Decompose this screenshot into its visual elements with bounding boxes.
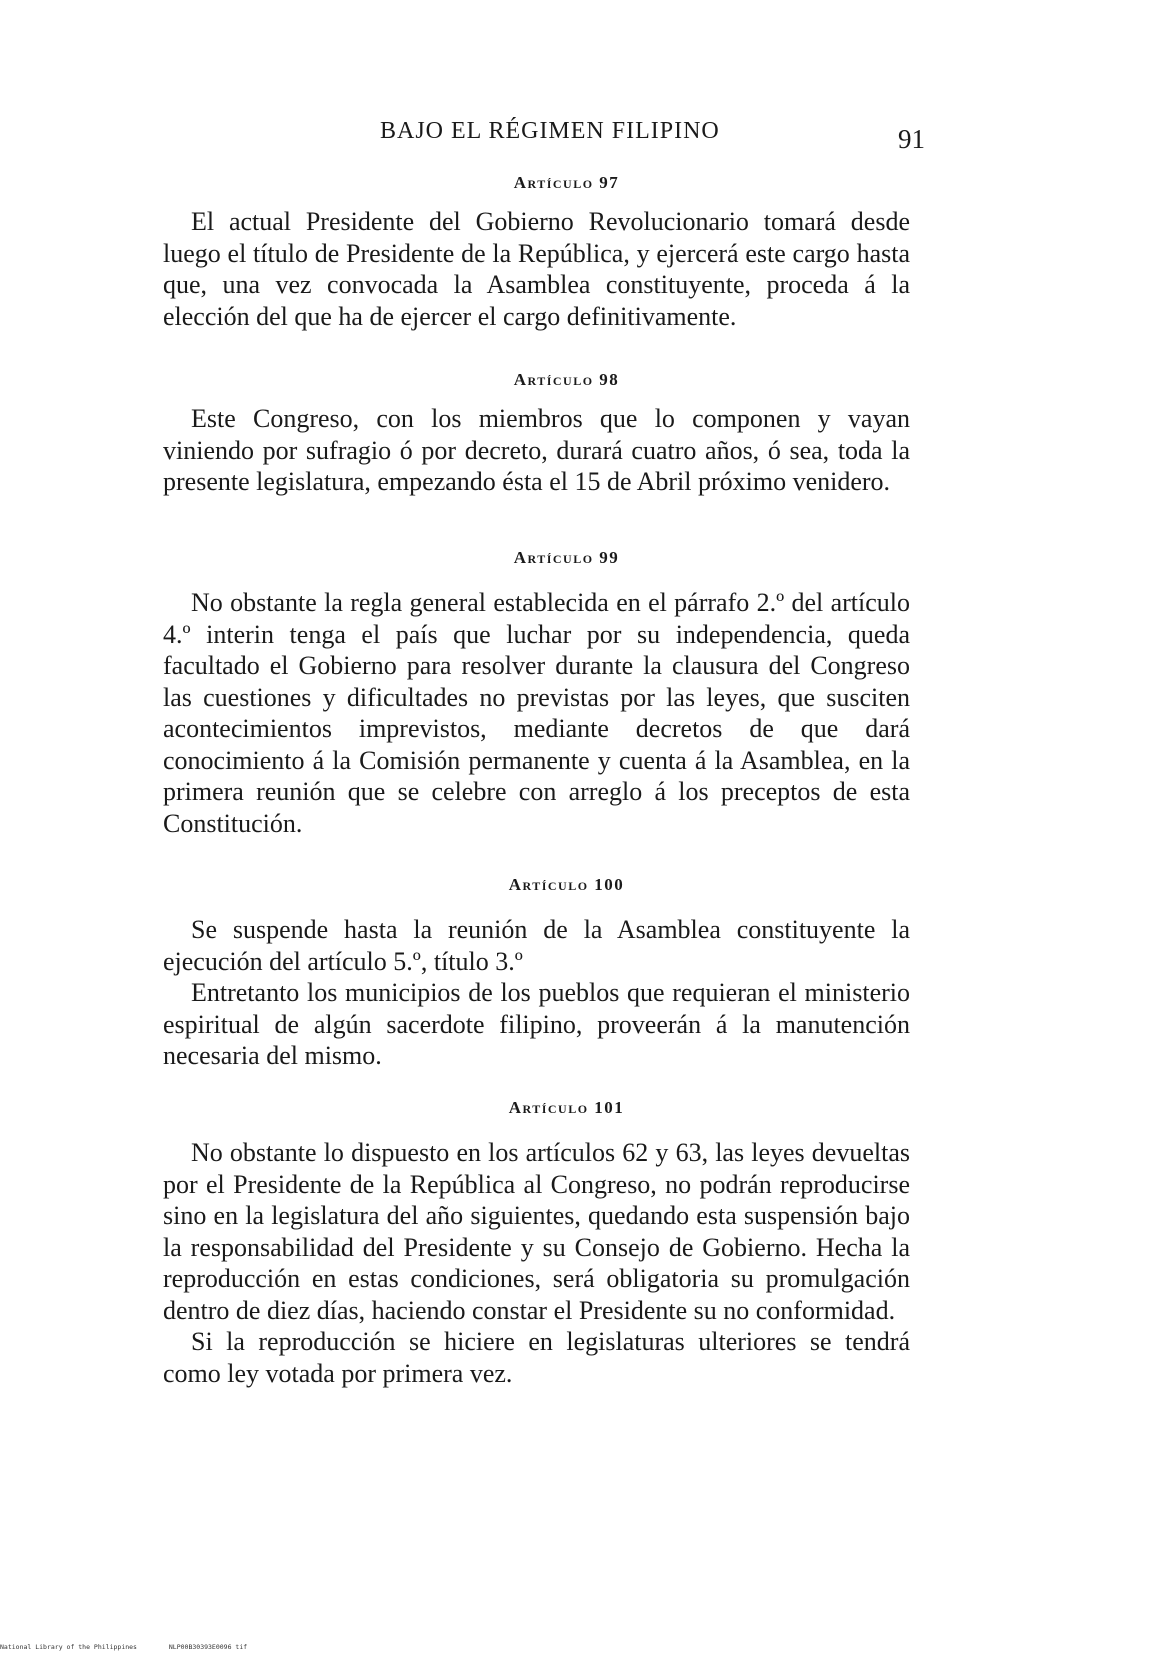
article-heading: Artículo 98 xyxy=(513,370,620,389)
scan-footer xyxy=(0,1643,275,1651)
article-101 xyxy=(163,1098,910,1389)
article-heading: Artículo 101 xyxy=(508,1098,625,1117)
article-97 xyxy=(163,173,910,332)
footer-code: NLP00B30393E0096 tif xyxy=(168,1643,248,1651)
footer-library: National Library of the Philippines xyxy=(0,1643,137,1651)
article-paragraph: El actual Presidente del Gobierno Revolucionario tomará desde luego el título de Presidente de la República, y ejercerá este cargo hasta que, una vez convocada la Asamblea constituyente, proceda á la elección del que ha de ejercer el cargo definitivamente. xyxy=(163,207,910,331)
article-paragraph: Se suspende hasta la reunión de la Asamblea constituyente la ejecución del artículo 5.º, título 3.º xyxy=(163,915,910,976)
article-99 xyxy=(163,548,910,839)
article-98 xyxy=(163,370,910,498)
running-title: BAJO EL RÉGIMEN FILIPINO xyxy=(380,118,720,144)
article-paragraph: Este Congreso, con los miembros que lo componen y vayan viniendo por sufragio ó por decreto, durará cuatro años, ó sea, toda la presente legislatura, empezando ésta el 15 de Abril próximo venidero. xyxy=(163,404,910,496)
article-paragraph: No obstante lo dispuesto en los artículos 62 y 63, las leyes devueltas por el Presidente de la República al Congreso, no podrán reproducirse sino en la legislatura del año siguientes, quedando esta suspensión bajo la responsabilidad del Presidente y su Consejo de Gobierno. Hecha la reproducción en estas condiciones, será obligatoria su promulgación dentro de diez días, haciendo constar el Presidente su no conformidad. xyxy=(163,1138,910,1325)
article-paragraph: Si la reproducción se hiciere en legislaturas ulteriores se tendrá como ley votada por primera vez. xyxy=(163,1327,910,1388)
article-paragraph: No obstante la regla general establecida en el párrafo 2.º del artículo 4.º interin tenga el país que luchar por su independencia, queda facultado el Gobierno para resolver durante la clausura del Congreso las cuestiones y dificultades no previstas por las leyes, que susciten acontecimientos imprevistos, mediante decretos de que dará conocimiento á la Comisión permanente y cuenta á la Asamblea, en la primera reunión que se celebre con arreglo á los preceptos de esta Constitución. xyxy=(163,588,910,838)
article-paragraph: Entretanto los municipios de los pueblos que requieran el ministerio espiritual de algún sacerdote filipino, proveerán á la manutención necesaria del mismo. xyxy=(163,978,910,1070)
page-number: 91 xyxy=(898,124,925,154)
article-heading: Artículo 100 xyxy=(508,875,625,894)
article-100 xyxy=(163,875,910,1072)
article-heading: Artículo 99 xyxy=(513,548,620,567)
article-heading: Artículo 97 xyxy=(513,173,620,192)
